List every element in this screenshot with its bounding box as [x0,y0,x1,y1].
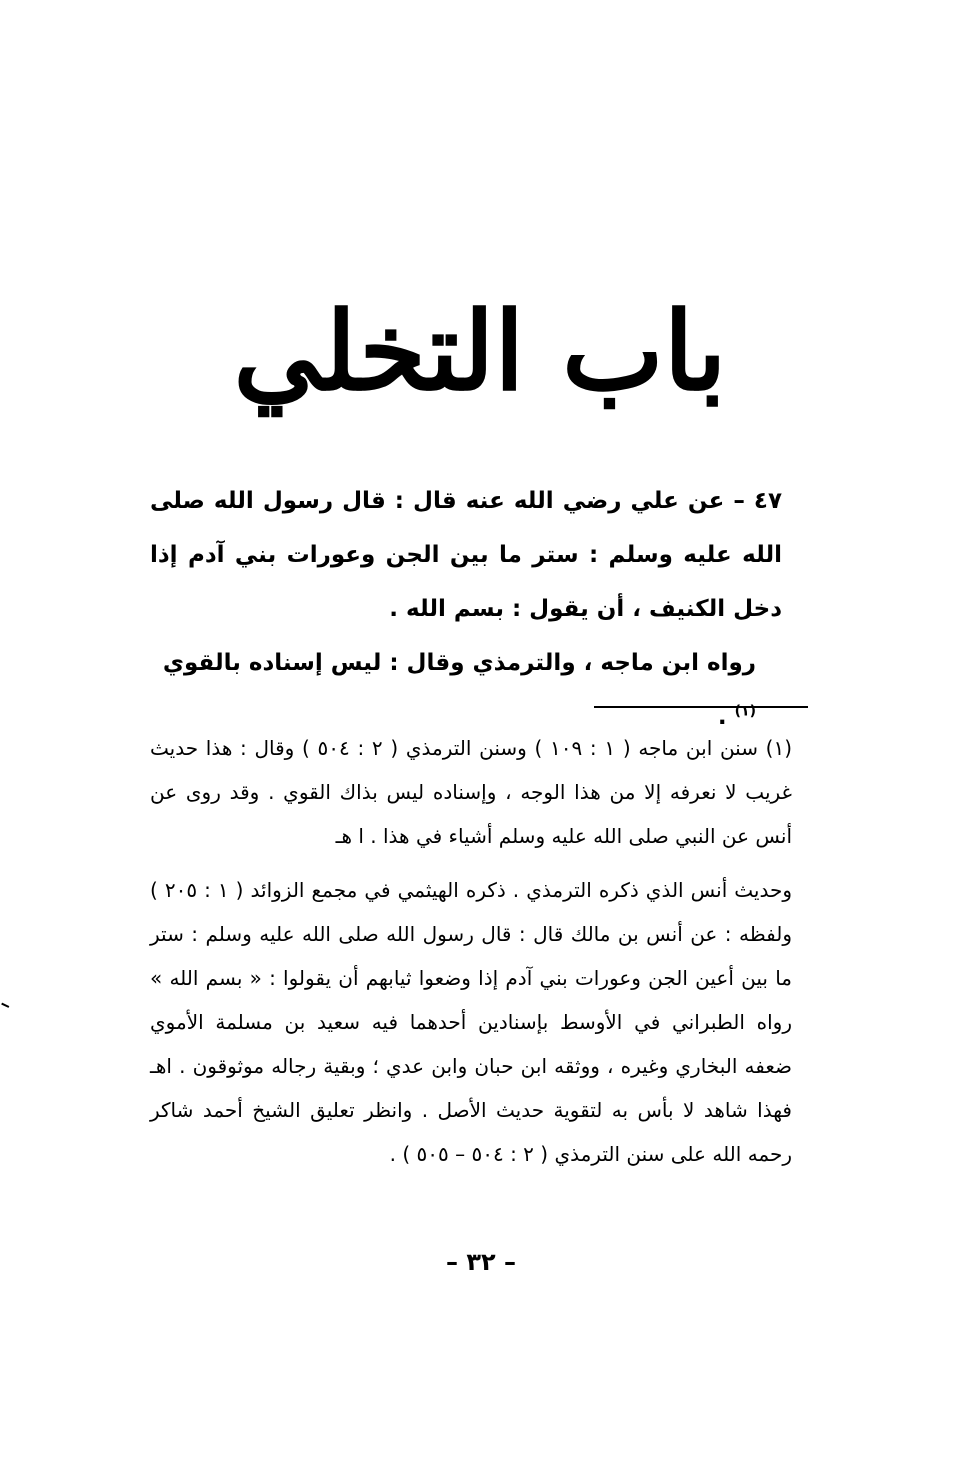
narration-text: رواه ابن ماجه ، والترمذي وقال : ليس إسناده بالقوي [162,650,756,676]
footnote-2: وحديث أنس الذي ذكره الترمذي . ذكره الهيثمي في مجمع الزوائد ( ١ : ٢٠٥ ) ولفظه : عن أنس بن مالك قال : قال رسول الله صلى الله عليه وسلم : ستر ما بين أعين الجن وعورات بني آدم إذا وضعوا ثيابهم أن يقولوا : « بسم الله » رواه الطبراني في الأوسط بإسنادين أحدهما فيه سعيد بن مسلمة الأموي ضعفه البخاري وغيره ، ووثقه ابن حبان وابن عدي ؛ وبقية رجاله موثوقون . اهـ فهذا شاهد لا بأس به لتقوية حديث الأصل . وانظر تعليق الشيخ أحمد شاكر رحمه الله على سنن الترمذي ( ٢ : ٥٠٤ – ٥٠٥ ) . [150,878,793,1166]
footnote-divider [594,706,808,708]
footnote-reference: (١) [734,703,756,720]
chapter-title: باب التخلي [233,289,727,415]
scan-edge-mark [0,1003,9,1014]
hadith-number: ٤٧ – [733,488,782,514]
hadith-body: عن علي رضي الله عنه قال : قال رسول الله صلى الله عليه وسلم : ستر ما بين الجن وعورات بني آدم إذا دخل الكنيف ، أن يقول : بسم الله . [150,488,782,622]
hadith-text [150,474,782,636]
narration-end: . [717,704,735,730]
footnote-1: (١) سنن ابن ماجه ( ١ : ١٠٩ ) وسنن الترمذي ( ٢ : ٥٠٤ ) وقال : هذا حديث غريب لا نعرفه إلا من هذا الوجه ، وإسناده ليس بذاك القوي . وقد روى عن أنس عن النبي صلى الله عليه وسلم أشياء في هذا . ا هـ [150,736,793,848]
page-number: – ٣٢ – [445,1248,516,1276]
